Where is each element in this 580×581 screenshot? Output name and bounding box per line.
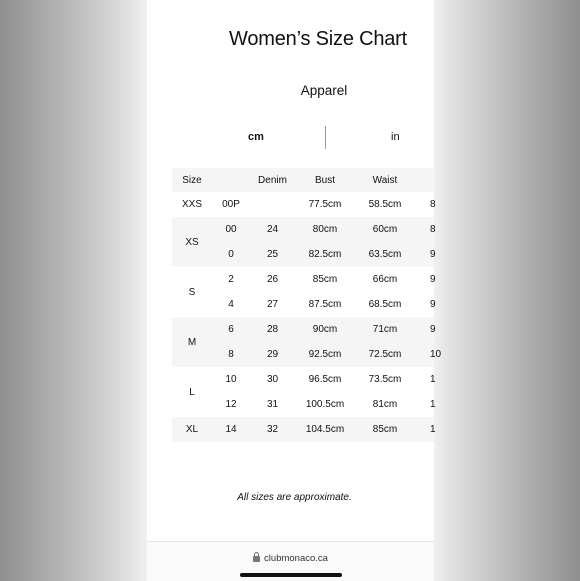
bust-value: 96.5cm (308, 374, 342, 385)
unit-in-option[interactable]: in (391, 131, 400, 143)
unit-toggle (147, 126, 434, 150)
numeric-size: 00P (222, 199, 240, 210)
denim-size: 31 (266, 399, 279, 410)
size-group-label: L (189, 386, 195, 398)
table-row (172, 367, 434, 392)
numeric-size: 10 (225, 374, 237, 385)
table-row (172, 392, 434, 417)
denim-size: 24 (266, 224, 279, 235)
size-group-label: XS (185, 236, 199, 248)
waist-value: 72.5cm (368, 349, 402, 360)
denim-size: 25 (266, 249, 279, 260)
table-row (172, 417, 434, 442)
table-header-row (172, 168, 434, 192)
approximate-note: All sizes are approximate. (237, 492, 352, 503)
url-bar[interactable] (147, 553, 434, 564)
denim-size: 32 (266, 424, 279, 435)
size-group-label: S (188, 286, 196, 298)
waist-value: 85cm (372, 424, 398, 435)
waist-value: 81cm (372, 399, 398, 410)
hip-value-cropped: 9 (430, 274, 436, 285)
bust-value: 104.5cm (305, 424, 345, 435)
browser-bottom-bar (147, 541, 434, 581)
unit-cm-option[interactable]: cm (248, 131, 264, 143)
hip-value-cropped: 8 (430, 199, 436, 210)
header-waist: Waist (372, 174, 398, 186)
hip-value-cropped: 1 (430, 374, 436, 385)
table-row (172, 267, 434, 292)
waist-value: 71cm (372, 324, 398, 335)
size-table (172, 168, 442, 442)
table-row (172, 242, 434, 267)
hip-value-cropped: 8 (430, 224, 436, 235)
bust-value: 90cm (312, 324, 338, 335)
bust-value: 85cm (312, 274, 338, 285)
size-group-label: XXS (181, 199, 202, 210)
denim-size: 26 (266, 274, 279, 285)
denim-size: 27 (266, 299, 279, 310)
unit-divider (325, 126, 326, 149)
hip-value-cropped: 9 (430, 324, 436, 335)
lock-icon (253, 556, 260, 562)
table-row (172, 317, 434, 342)
table-row (172, 192, 434, 217)
table-row (172, 217, 434, 242)
hip-value-cropped: 10 (430, 349, 442, 360)
denim-size: 28 (266, 324, 279, 335)
numeric-size: 4 (228, 299, 234, 310)
category-title: Apparel (300, 83, 348, 98)
header-size: Size (182, 174, 202, 186)
waist-value: 58.5cm (368, 199, 402, 210)
denim-size: 30 (266, 374, 279, 385)
waist-value: 63.5cm (368, 249, 402, 260)
bust-value: 87.5cm (308, 299, 342, 310)
bust-value: 77.5cm (308, 199, 342, 210)
waist-value: 68.5cm (368, 299, 402, 310)
size-group-l (172, 367, 434, 417)
bust-value: 80cm (312, 224, 338, 235)
bust-value: 92.5cm (308, 349, 342, 360)
numeric-size: 2 (228, 274, 234, 285)
url-text: clubmonaco.ca (264, 553, 328, 564)
denim-size (250, 192, 295, 217)
numeric-size: 6 (228, 324, 234, 335)
denim-size: 29 (266, 349, 279, 360)
header-bust: Bust (314, 174, 335, 186)
numeric-size: 0 (228, 249, 234, 260)
waist-value: 73.5cm (368, 374, 402, 385)
hip-value-cropped: 1 (430, 424, 436, 435)
size-group-m (172, 317, 442, 367)
size-group-label: M (187, 336, 197, 348)
header-denim: Denim (258, 174, 287, 186)
waist-value: 60cm (372, 224, 398, 235)
waist-value: 66cm (372, 274, 398, 285)
hip-value-cropped: 1 (430, 399, 436, 410)
table-row (172, 342, 442, 367)
size-group-s (172, 267, 434, 317)
bust-value: 82.5cm (308, 249, 342, 260)
numeric-size: 12 (225, 399, 237, 410)
home-indicator[interactable] (240, 573, 342, 577)
size-group-xs (172, 217, 434, 267)
table-row (172, 292, 434, 317)
hip-value-cropped: 9 (430, 249, 436, 260)
size-group-label: XL (185, 424, 199, 435)
numeric-size: 14 (225, 424, 237, 435)
bust-value: 100.5cm (305, 399, 345, 410)
page-title: Women’s Size Chart (229, 28, 407, 50)
numeric-size: 00 (225, 224, 237, 235)
phone-screen (147, 0, 442, 580)
numeric-size: 8 (228, 349, 234, 360)
hip-value-cropped: 9 (430, 299, 436, 310)
